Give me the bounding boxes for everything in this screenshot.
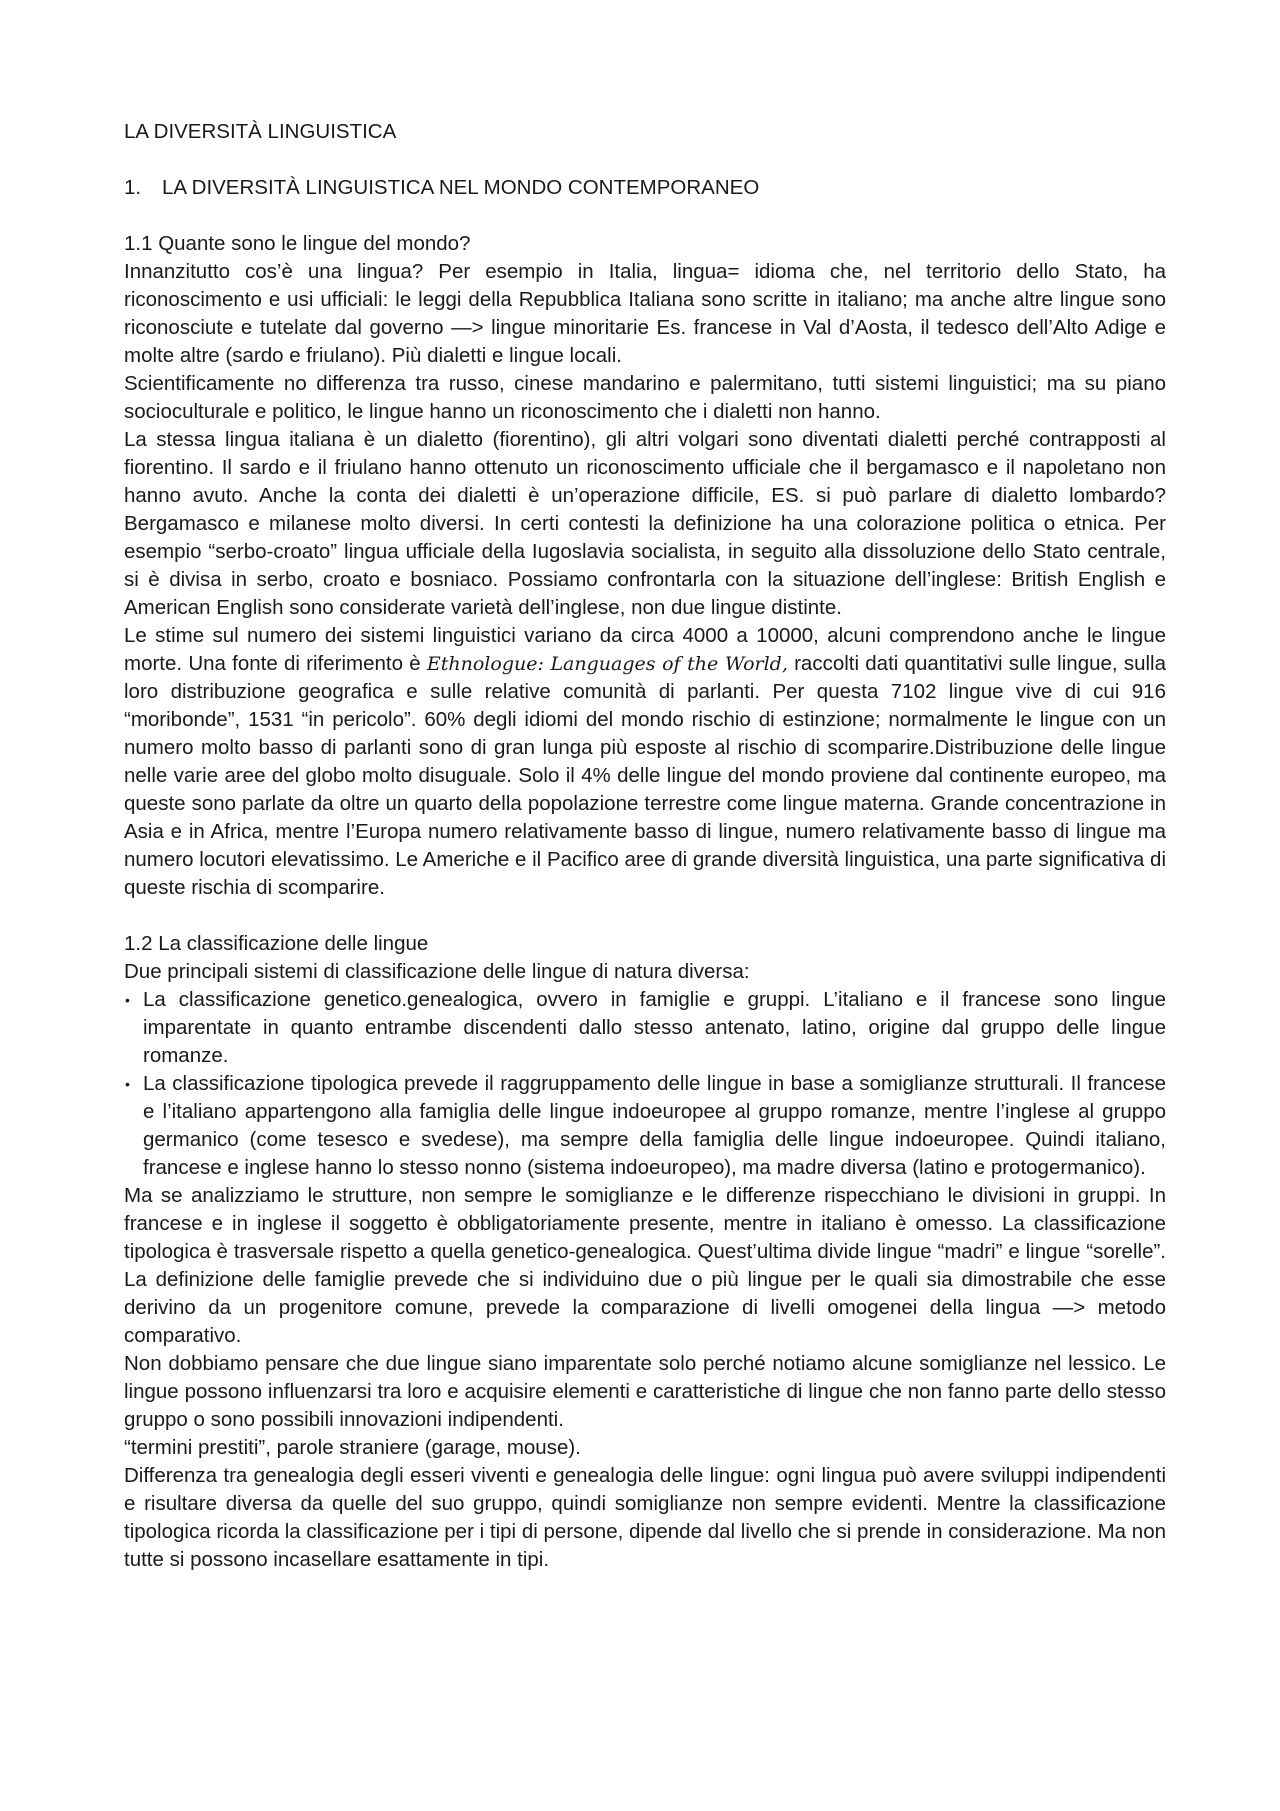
paragraph: Scientificamente no differenza tra russo, cinese mandarino e palermitano, tutti sistemi linguistici; ma su piano socioculturale e politico, le lingue hanno un riconoscimento che i dialetti non hanno. xyxy=(124,372,1166,423)
paragraph: “termini prestiti”, parole straniere (garage, mouse). xyxy=(124,1436,581,1459)
paragraph-text: raccolti dati quantitativi sulle lingue, sulla loro distribuzione geografica e sulle relative comunità di parlanti. Per questa 7102 lingue vive di cui 916 “moribonde”, 1531 “in pericolo”. 60% degli idiomi del mondo rischio di estinzione; normalmente le lingue con un numero molto basso di parlanti sono di gran lunga più esposte al rischio di scomparire.Distribuzione delle lingue nelle varie aree del globo molto disuguale. Solo il 4% delle lingue del mondo proviene dal continente europeo, ma queste sono parlate da oltre un quarto della popolazione terrestre come lingue materna. Grande concentrazione in Asia e in Africa, mentre l’Europa numero relativamente basso di lingue, numero relativamente basso di lingue ma numero locutori elevatissimo. Le Americhe e il Pacifico aree di grande diversità linguistica, una parte significativa di queste rischia di scomparire. xyxy=(124,652,1166,899)
chapter-heading xyxy=(124,174,1166,202)
paragraph-intro: Due principali sistemi di classificazione delle lingue di natura diversa: xyxy=(124,960,750,983)
paragraph: Differenza tra genealogia degli esseri viventi e genealogia delle lingue: ogni lingua può avere sviluppi indipendenti e risultare diversa da quelle del suo gruppo, quindi somiglianze non sempre evidenti. Mentre la classificazione tipologica ricorda la classificazione per i tipi di persone, dipende dal livello che si prende in considerazione. Ma non tutte si possono incasellare esattamente in tipi. xyxy=(124,1464,1166,1571)
paragraph-text: Le stime sul numero dei sistemi linguistici variano da circa 4000 a 10000, alcuni comprendono anche le lingue morte. Una fonte di riferimento è xyxy=(124,624,1166,675)
document-title: LA DIVERSITÀ LINGUISTICA xyxy=(124,120,397,143)
bullet-item: • La classificazione tipologica prevede il raggruppamento delle lingue in base a somiglianze strutturali. Il francese e l’italiano appartengono alla famiglia delle lingue indoeuropee al gruppo romanze, mentre l’inglese al gruppo germanico (come tesesco e svedese), ma sempre della famiglia delle lingue indoeuropee. Quindi italiano, francese e inglese hanno lo stesso nonno (sistema indoeuropeo), ma madre diversa (latino e protogermanico). xyxy=(124,1070,1166,1182)
paragraph-ethnologue xyxy=(124,622,1166,902)
section-heading-1-2: 1.2 La classificazione delle lingue xyxy=(124,932,429,955)
source-title-italic: Ethnologue: Languages of the World, xyxy=(426,653,788,675)
paragraph: La stessa lingua italiana è un dialetto (fiorentino), gli altri volgari sono diventati dialetti perché contrapposti al fiorentino. Il sardo e il friulano hanno ottenuto un riconoscimento ufficiale che il bergamasco e il napoletano non hanno avuto. Anche la conta dei dialetti è un’operazione difficile, ES. si può parlare di dialetto lombardo? Bergamasco e milanese molto diversi. In certi contesti la definizione ha una colorazione politica o etnica. Per esempio “serbo-croato” lingua ufficiale della Iugoslavia socialista, in seguito alla dissoluzione dello Stato centrale, si è divisa in serbo, croato e bosniaco. Possiamo confrontarla con la situazione dell’inglese: British English e American English sono considerate varietà dell’inglese, non due lingue distinte. xyxy=(124,428,1166,619)
chapter-title: LA DIVERSITÀ LINGUISTICA NEL MONDO CONTEMPORANEO xyxy=(162,176,760,199)
bullet-item: • La classificazione genetico.genealogica, ovvero in famiglie e gruppi. L’italiano e il francese sono lingue imparentate in quanto entrambe discendenti dallo stesso antenato, latino, origine dal gruppo delle lingue romanze. xyxy=(124,986,1166,1070)
paragraph: Ma se analizziamo le strutture, non sempre le somiglianze e le differenze rispecchiano le divisioni in gruppi. In francese e in inglese il soggetto è obbligatoriamente presente, mentre in italiano è omesso. La classificazione tipologica è trasversale rispetto a quella genetico-genealogica. Quest’ultima divide lingue “madri” e lingue “sorelle”. La definizione delle famiglie prevede che si individuino due o più lingue per le quali sia dimostrabile che esse derivino da un progenitore comune, prevede la comparazione di livelli omogenei della lingua —> metodo comparativo. xyxy=(124,1184,1166,1347)
paragraph: Non dobbiamo pensare che due lingue siano imparentate solo perché notiamo alcune somiglianze nel lessico. Le lingue possono influenzarsi tra loro e acquisire elementi e caratteristiche di lingue che non fanno parte dello stesso gruppo o sono possibili innovazioni indipendenti. xyxy=(124,1352,1166,1431)
bullet-list xyxy=(124,986,1166,1182)
document-page xyxy=(124,118,1166,1574)
chapter-number: 1. xyxy=(124,176,142,199)
section-heading-1-1: 1.1 Quante sono le lingue del mondo? xyxy=(124,232,471,255)
paragraph: Innanzitutto cos’è una lingua? Per esempio in Italia, lingua= idioma che, nel territorio dello Stato, ha riconoscimento e usi ufficiali: le leggi della Repubblica Italiana sono scritte in italiano; ma anche altre lingue sono riconosciute e tutelate dal governo —> lingue minoritarie Es. francese in Val d’Aosta, il tedesco dell’Alto Adige e molte altre (sardo e friulano). Più dialetti e lingue locali. xyxy=(124,260,1166,367)
